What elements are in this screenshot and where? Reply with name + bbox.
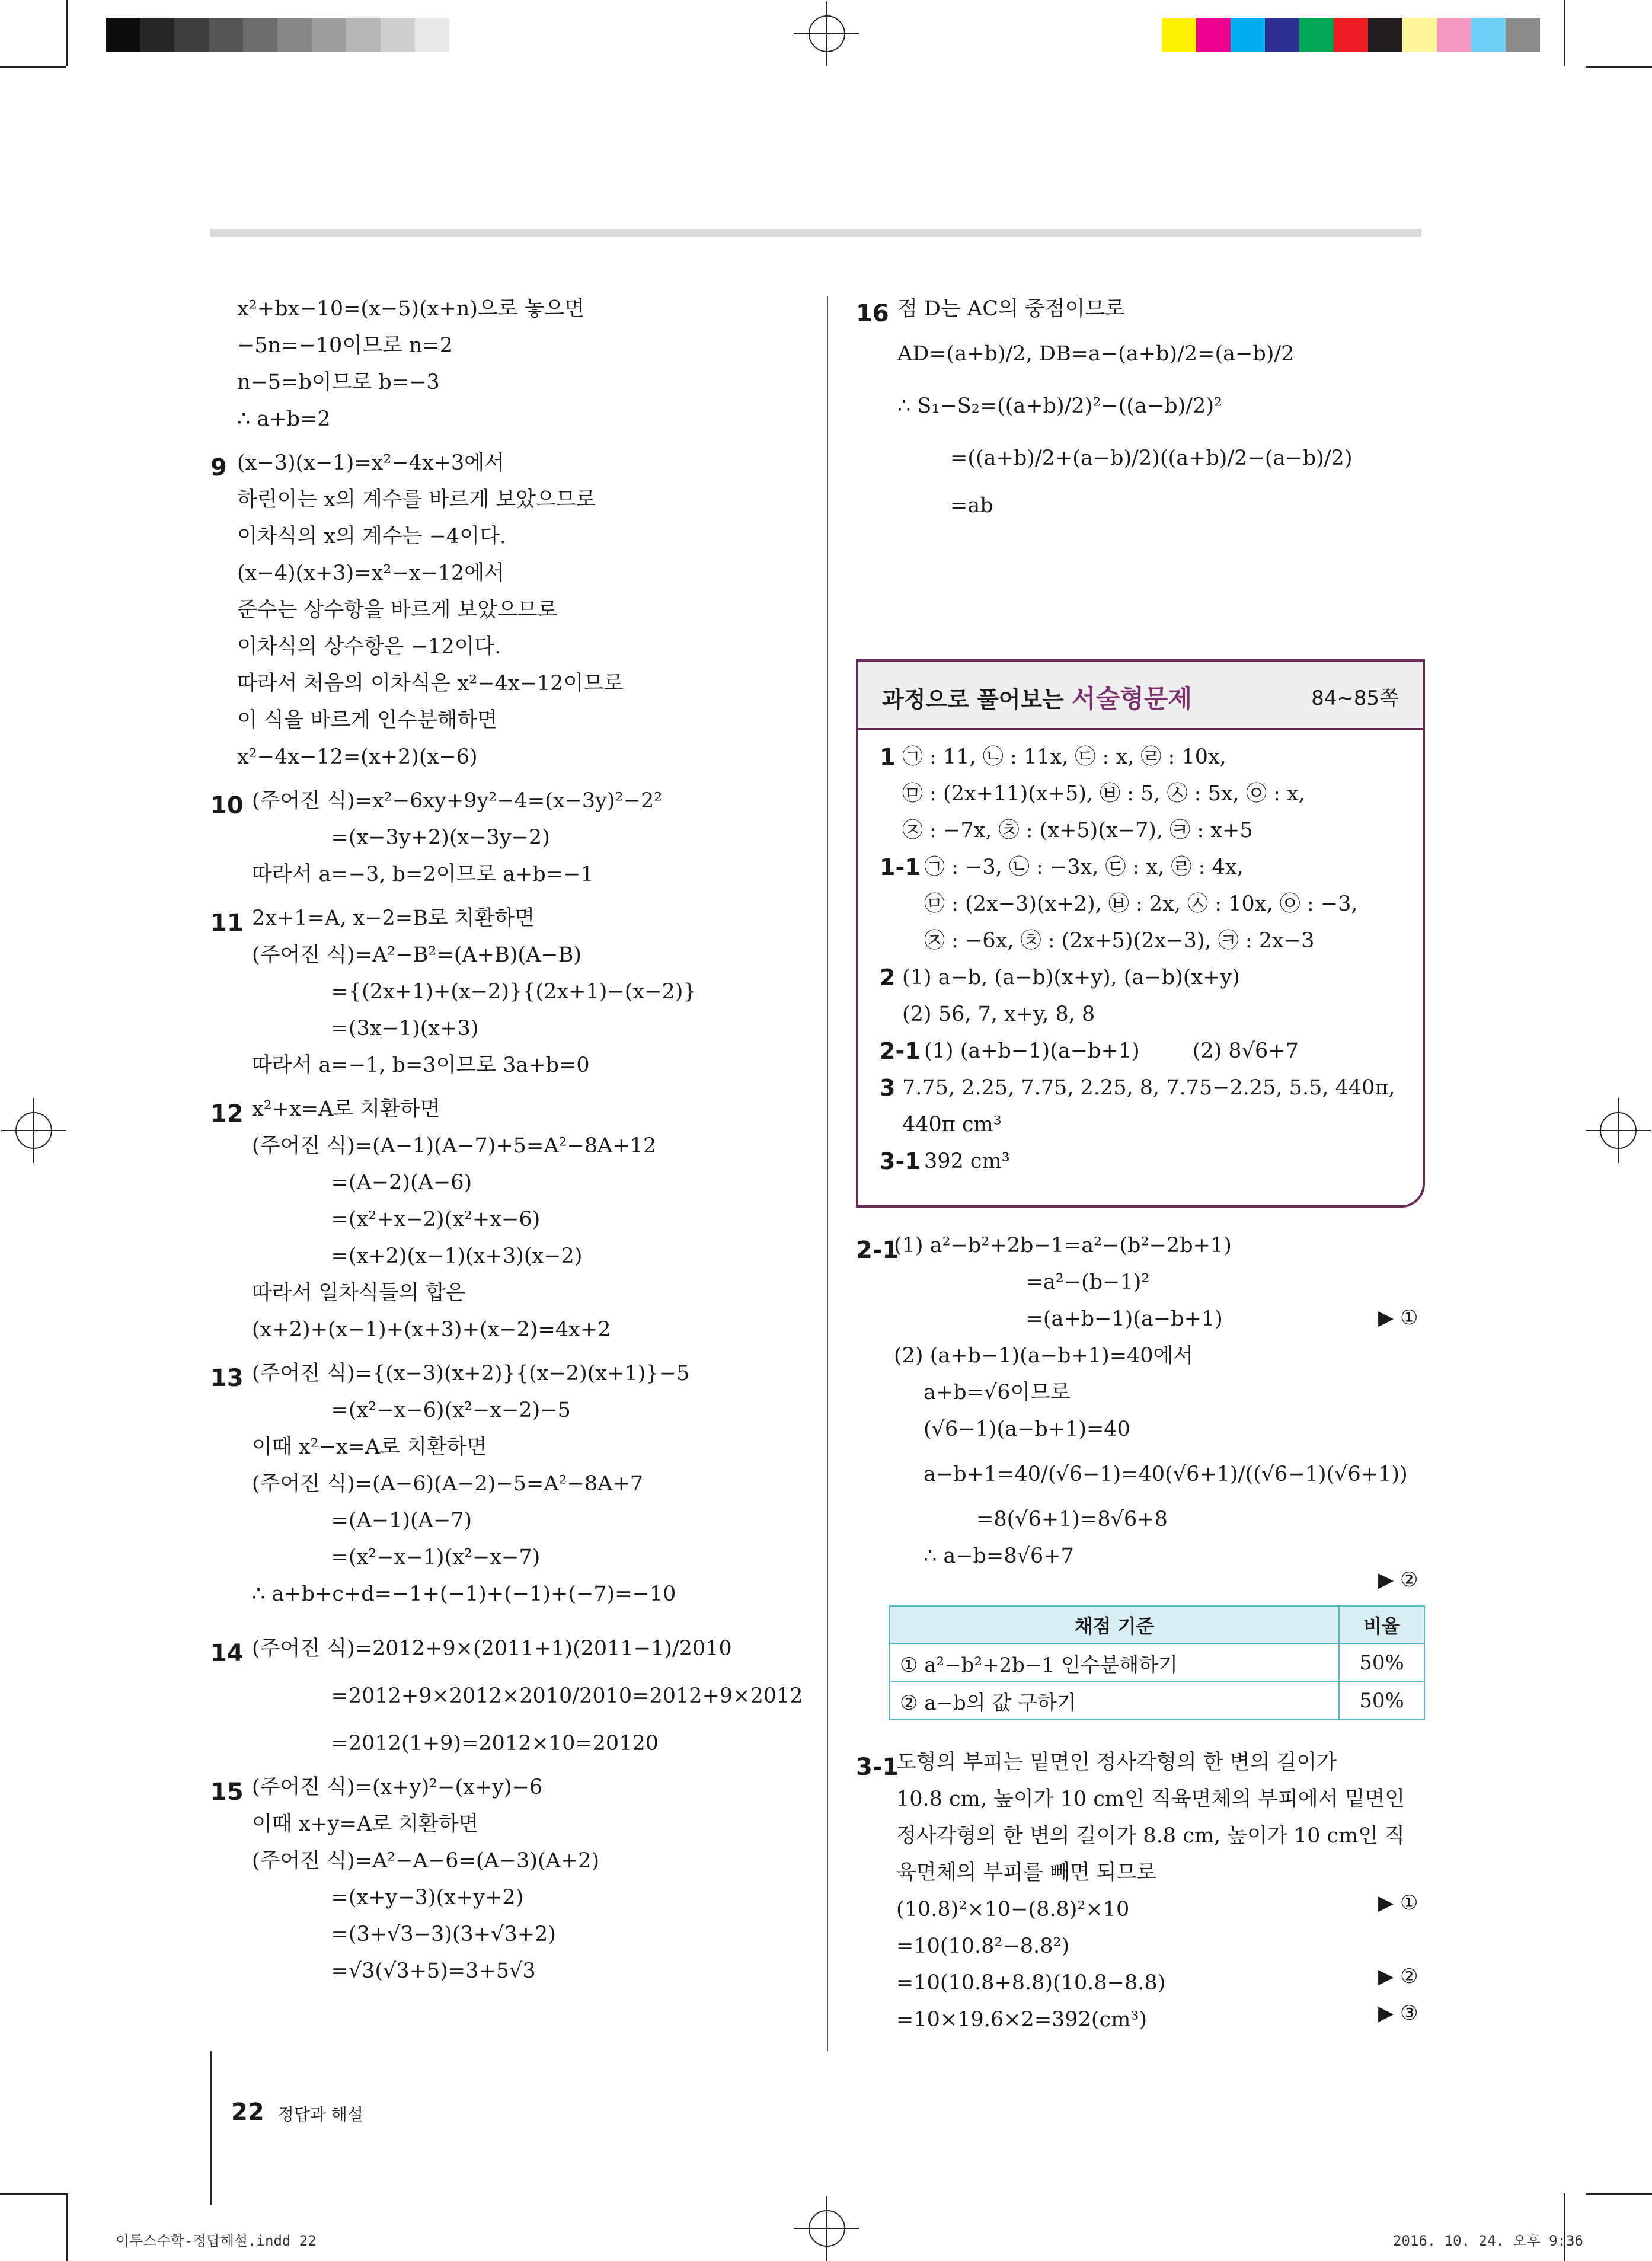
color-swatch — [1265, 18, 1299, 52]
text-line: (주어진 식)=(A−6)(A−2)−5=A²−8A+7 — [252, 1472, 644, 1496]
problem-number: 13 — [210, 1365, 244, 1392]
problem-number: 3-1 — [856, 1754, 899, 1781]
gray-swatch — [312, 18, 346, 52]
text-line: ={(2x+1)+(x−2)}{(2x+1)−(x−2)} — [252, 980, 696, 1004]
step-marker: ▶ ② — [1378, 1568, 1418, 1592]
registration-mark — [794, 1, 859, 66]
gray-swatch — [415, 18, 449, 52]
text-line: 도형의 부피는 밑면인 정사각형의 한 변의 길이가 — [896, 1751, 1337, 1774]
page-footer — [231, 2099, 363, 2126]
text-line: =a²−(b−1)² — [894, 1270, 1150, 1294]
text-line: (10.8)²×10−(8.8)²×10 — [896, 1898, 1130, 1921]
text-line: a−b+1=40/(√6−1)=40(√6+1)/((√6−1)(√6+1)) — [924, 1462, 1408, 1486]
problem-number: 11 — [210, 909, 244, 937]
text-line: x²−4x−12=(x+2)(x−6) — [237, 745, 478, 769]
text-line: AD=(a+b)/2, DB=a−(a+b)/2=(a−b)/2 — [897, 342, 1295, 366]
registration-mark — [1586, 1098, 1651, 1163]
text-line: (2) (a+b−1)(a−b+1)=40에서 — [894, 1344, 1194, 1368]
text-line: (√6−1)(a−b+1)=40 — [924, 1417, 1130, 1441]
color-swatch — [1471, 18, 1506, 52]
text-line: =2012+9×2012×2010/2010=2012+9×2012 — [252, 1684, 803, 1708]
step-marker: ▶ ① — [1378, 1891, 1418, 1915]
answer-number: 3 — [880, 1075, 896, 1101]
text-line: =(x+2)(x−1)(x+3)(x−2) — [252, 1244, 583, 1268]
page-label: 정답과 해설 — [277, 2104, 363, 2124]
text-line: ㉤ : (2x−3)(x+2), ㉥ : 2x, ㉦ : 10x, ㉧ : −3, — [924, 892, 1358, 916]
text-line: =(x²+x−2)(x²+x−6) — [252, 1208, 541, 1231]
text-line: ㉤ : (2x+11)(x+5), ㉥ : 5, ㉦ : 5x, ㉧ : x, — [902, 782, 1305, 806]
box-title — [882, 679, 1192, 715]
answer-3-1 — [880, 1143, 1401, 1180]
file-name: 이투스수학-정답해설.indd 22 — [116, 2233, 317, 2249]
gray-swatch — [381, 18, 415, 52]
text-line: x²+bx−10=(x−5)(x+n)으로 놓으면 — [237, 297, 585, 321]
gray-swatch — [243, 18, 277, 52]
text-line: 따라서 a=−1, b=3이므로 3a+b=0 — [252, 1053, 590, 1077]
text-line: ㉠ : −3, ㉡ : −3x, ㉢ : x, ㉣ : 4x, — [924, 855, 1244, 879]
text-line: =8(√6+1)=8√6+8 — [924, 1508, 1168, 1531]
text-line: =√3(√3+5)=3+5√3 — [252, 1959, 536, 1983]
text-line: (주어진 식)=2012+9×(2011+1)(2011−1)/2010 — [252, 1637, 732, 1660]
crop-line — [1586, 2193, 1652, 2195]
problem-13 — [210, 1355, 809, 1612]
text-line: (주어진 식)=(A−1)(A−7)+5=A²−8A+12 — [252, 1134, 657, 1158]
text-line: 이때 x²−x=A로 치환하면 — [252, 1435, 487, 1459]
text-line: 440π cm³ — [902, 1113, 1002, 1136]
color-swatch — [1231, 18, 1265, 52]
text-line: 따라서 a=−3, b=2이므로 a+b=−1 — [252, 863, 594, 886]
text-line: =(3+√3−3)(3+√3+2) — [252, 1923, 556, 1946]
color-swatch — [1437, 18, 1471, 52]
answer-number: 1 — [880, 744, 896, 770]
table-cell: 50% — [1339, 1644, 1424, 1682]
text-line: ∴ S₁−S₂=((a+b)/2)²−((a−b)/2)² — [897, 394, 1223, 418]
problem-number: 12 — [210, 1100, 244, 1128]
text-line: (주어진 식)=A²−A−6=(A−3)(A+2) — [252, 1849, 600, 1873]
box-title-prefix: 과정으로 풀어보는 — [882, 686, 1072, 713]
problem-11 — [210, 900, 809, 1084]
text-line: =(a+b−1)(a−b+1) — [894, 1307, 1223, 1331]
text-line: (주어진 식)=x²−6xy+9y²−4=(x−3y)²−2² — [252, 789, 663, 813]
box-page-range: 84∼85쪽 — [1311, 686, 1399, 710]
header-rule — [210, 229, 1421, 237]
table-header-row — [890, 1606, 1424, 1644]
table-header: 채점 기준 — [890, 1606, 1339, 1644]
text-line: 2x+1=A, x−2=B로 치환하면 — [252, 906, 535, 930]
problem-12 — [210, 1091, 809, 1348]
solution-2-1 — [856, 1227, 1425, 1575]
problem-number: 15 — [210, 1778, 244, 1806]
problem-9 — [210, 445, 809, 775]
text-line: (1) a²−b²+2b−1=a²−(b²−2b+1) — [894, 1234, 1232, 1257]
registration-mark — [794, 2196, 859, 2261]
text-line: =(x²−x−6)(x²−x−2)−5 — [252, 1398, 571, 1422]
text-line: 따라서 처음의 이차식은 x²−4x−12이므로 — [237, 672, 624, 695]
column-divider — [827, 296, 828, 2051]
answer-number: 1-1 — [880, 854, 921, 880]
box-title-highlight: 서술형문제 — [1072, 684, 1192, 713]
text-line: ∴ a+b=2 — [237, 407, 331, 431]
text-line: x²+x=A로 치환하면 — [252, 1097, 440, 1121]
problem-number: 14 — [210, 1640, 244, 1667]
gray-swatch — [140, 18, 174, 52]
text-line: (주어진 식)=(x+y)²−(x+y)−6 — [252, 1775, 543, 1799]
page-number: 22 — [231, 2099, 264, 2126]
answer-number: 2 — [880, 965, 896, 991]
text-line: =(A−2)(A−6) — [252, 1171, 472, 1195]
text-line: 이 식을 바르게 인수분해하면 — [237, 708, 498, 732]
text-line: =(A−1)(A−7) — [252, 1509, 472, 1532]
table-cell: 50% — [1339, 1682, 1424, 1720]
color-swatch — [1506, 18, 1540, 52]
answer-1-1 — [880, 849, 1401, 959]
color-swatch — [1162, 18, 1196, 52]
gray-swatch — [346, 18, 381, 52]
answer-2-1 — [880, 1033, 1401, 1069]
answer-3 — [880, 1069, 1401, 1143]
text-line: (주어진 식)=A²−B²=(A+B)(A−B) — [252, 943, 581, 967]
answer-number: 3-1 — [880, 1148, 921, 1174]
text-line: =(x²−x−1)(x²−x−7) — [252, 1545, 541, 1569]
text-line: =ab — [897, 494, 993, 518]
text-line: (1) a−b, (a−b)(x+y), (a−b)(x+y) — [902, 966, 1240, 989]
answer-1 — [880, 739, 1401, 849]
step-marker: ▶ ① — [1378, 1306, 1418, 1330]
text-line: 하린이는 x의 계수를 바르게 보았으므로 — [237, 488, 596, 512]
box-header — [858, 662, 1423, 730]
table-cell: ① a²−b²+2b−1 인수분해하기 — [890, 1644, 1339, 1682]
crop-line — [66, 0, 68, 66]
crop-line — [66, 2193, 68, 2261]
problem-number: 9 — [210, 454, 227, 481]
crop-line — [210, 2051, 212, 2205]
text-line: =10(10.8²−8.8²) — [896, 1934, 1070, 1958]
text-line: (x+2)+(x−1)+(x+3)+(x−2)=4x+2 — [252, 1318, 611, 1342]
text-line: 준수는 상수항을 바르게 보았으므로 — [237, 598, 558, 622]
color-swatch — [1334, 18, 1368, 52]
crop-line — [1564, 0, 1565, 66]
text-line: 392 cm³ — [924, 1149, 1010, 1173]
text-line: (주어진 식)={(x−3)(x+2)}{(x−2)(x+1)}−5 — [252, 1362, 690, 1385]
problem-15 — [210, 1769, 809, 1989]
text-line: 10.8 cm, 높이가 10 cm인 직육면체의 부피에서 밑면인 — [896, 1787, 1405, 1811]
problem-number: 10 — [210, 792, 244, 819]
intro-block — [210, 290, 809, 437]
text-line: 이때 x+y=A로 치환하면 — [252, 1812, 479, 1836]
gray-swatch — [174, 18, 209, 52]
text-line: (2) 56, 7, x+y, 8, 8 — [902, 1002, 1095, 1026]
step-marker: ▶ ② — [1378, 1965, 1418, 1988]
text-line: =(x+y−3)(x+y+2) — [252, 1886, 524, 1909]
box-answers — [880, 739, 1401, 1180]
text-line: =(x−3y+2)(x−3y−2) — [252, 826, 550, 850]
table-row — [890, 1644, 1424, 1682]
color-swatch — [1402, 18, 1437, 52]
print-timestamp: 2016. 10. 24. 오후 9:36 — [1393, 2233, 1583, 2249]
text-line: a+b=√6이므로 — [924, 1381, 1071, 1404]
crop-line — [1586, 66, 1652, 68]
crop-line — [0, 66, 66, 68]
text-line: =10(10.8+8.8)(10.8−8.8) — [896, 1971, 1166, 1995]
text-line: =(3x−1)(x+3) — [252, 1017, 479, 1040]
text-line: n−5=b이므로 b=−3 — [237, 371, 440, 394]
gray-swatch — [209, 18, 243, 52]
text-line: ㉨ : −7x, ㉩ : (x+5)(x−7), ㉪ : x+5 — [902, 819, 1253, 842]
left-column — [210, 290, 809, 1989]
text-line: 따라서 일차식들의 합은 — [252, 1281, 466, 1305]
registration-mark — [1, 1098, 66, 1163]
gray-swatch — [106, 18, 140, 52]
color-swatch — [1196, 18, 1231, 52]
text-line: 정사각형의 한 변의 길이가 8.8 cm, 높이가 10 cm인 직 — [896, 1824, 1405, 1848]
text-line: =2012(1+9)=2012×10=20120 — [252, 1732, 659, 1755]
text-line: =((a+b)/2+(a−b)/2)((a+b)/2−(a−b)/2) — [897, 446, 1353, 470]
text-line: ∴ a+b+c+d=−1+(−1)+(−1)+(−7)=−10 — [252, 1582, 676, 1606]
gray-swatch — [277, 18, 312, 52]
text-line: 7.75, 2.25, 7.75, 2.25, 8, 7.75−2.25, 5.5, 440π, — [902, 1076, 1395, 1100]
text-line: ㉠ : 11, ㉡ : 11x, ㉢ : x, ㉣ : 10x, — [902, 745, 1226, 769]
text-line: 이차식의 상수항은 −12이다. — [237, 635, 501, 659]
text-line: 이차식의 x의 계수는 −4이다. — [237, 525, 506, 548]
grading-table — [889, 1605, 1425, 1720]
text-line: −5n=−10이므로 n=2 — [237, 334, 453, 357]
color-swatch — [1368, 18, 1402, 52]
problem-number: 2-1 — [856, 1237, 899, 1264]
problem-14 — [210, 1630, 809, 1762]
text-line: ∴ a−b=8√6+7 — [924, 1544, 1074, 1568]
text-line: (x−4)(x+3)=x²−x−12에서 — [237, 561, 504, 585]
solution-3-1 — [856, 1744, 1425, 2038]
table-header: 비율 — [1339, 1606, 1424, 1644]
step-marker: ▶ ③ — [1378, 2001, 1418, 2025]
text-line: (x−3)(x−1)=x²−4x+3에서 — [237, 451, 504, 475]
problem-10 — [210, 783, 809, 893]
crop-line — [1564, 2193, 1565, 2261]
narrative-problems-box — [856, 659, 1425, 1208]
color-swatch — [1299, 18, 1334, 52]
problem-number: 16 — [856, 300, 889, 327]
text-line: =10×19.6×2=392(cm³) — [896, 2008, 1147, 2032]
problem-16 — [856, 290, 1425, 524]
text-line: (1) (a+b−1)(a−b+1) (2) 8√6+7 — [924, 1039, 1299, 1063]
text-line: ㉨ : −6x, ㉩ : (2x+5)(2x−3), ㉪ : 2x−3 — [924, 929, 1315, 953]
table-row — [890, 1682, 1424, 1720]
answer-number: 2-1 — [880, 1038, 921, 1064]
answer-2 — [880, 959, 1401, 1033]
text-line: 점 D는 AC의 중점이므로 — [897, 297, 1125, 321]
crop-line — [0, 2193, 66, 2195]
text-line: 육면체의 부피를 빼면 되므로 — [896, 1861, 1157, 1885]
table-cell: ② a−b의 값 구하기 — [890, 1682, 1339, 1720]
